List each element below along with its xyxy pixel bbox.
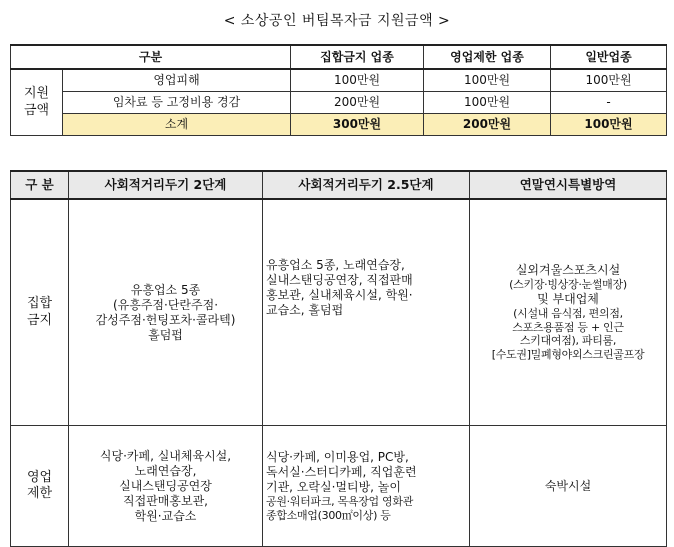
cell-line: 공원·워터파크, 목욕장업 영화관 <box>266 494 414 508</box>
table-row <box>11 92 667 114</box>
cell-line: 홍보관, 실내체육시설, 학원· <box>266 288 413 302</box>
header-business-restriction: 영업제한 업종 <box>424 45 551 69</box>
cell-value: 100만원 <box>424 69 551 92</box>
row-label: 영업 제한 <box>11 426 69 547</box>
cell-level-2-5 <box>263 426 470 547</box>
cell-line: 및 부대업체 <box>537 291 599 306</box>
row-label: 임차료 등 고정비용 경감 <box>63 92 291 114</box>
subtotal-row <box>11 114 667 136</box>
cell-level-2 <box>69 426 263 547</box>
cell-value: 200만원 <box>291 92 424 114</box>
header-gathering-ban: 집합금지 업종 <box>291 45 424 69</box>
cell-value: - <box>551 92 667 114</box>
cell-line: 실내스탠딩공연장 <box>119 478 212 493</box>
cell-line: (유흥주점·단란주점· <box>112 297 219 312</box>
table-row <box>11 426 667 547</box>
cell-value: 100만원 <box>424 92 551 114</box>
cell-line: 독서실·스터디카페, 직업훈련 <box>266 464 417 479</box>
cell-value: 200만원 <box>424 114 551 136</box>
cell-value: 300만원 <box>291 114 424 136</box>
cell-line: 실외겨울스포츠시설 <box>515 263 621 278</box>
cell-line: 직접판매홍보관, <box>123 493 208 508</box>
table-row <box>11 199 667 426</box>
cell-year-end-special <box>470 199 667 426</box>
row-label: 소계 <box>63 114 291 136</box>
header-row <box>11 171 667 199</box>
header-level-2: 사회적거리두기 2단계 <box>69 171 263 199</box>
cell-line: (스키장·빙상장·눈썰매장) <box>509 278 627 292</box>
header-level-2-5: 사회적거리두기 2.5단계 <box>263 171 470 199</box>
cell-line: 유흥업소 5종, 노래연습장, <box>266 258 405 272</box>
cell-line: 스포츠용품점 등 + 인근 <box>512 320 624 334</box>
cell-line: 숙박시설 <box>544 478 592 493</box>
cell-year-end-special <box>470 426 667 547</box>
header-category: 구 분 <box>11 171 69 199</box>
cell-line: 식당·카페, 이미용업, PC방, <box>266 449 409 464</box>
header-row <box>11 45 667 69</box>
cell-line: 교습소, 홀덤펍 <box>266 303 344 317</box>
cell-line: 홀덤펍 <box>148 327 183 342</box>
cell-level-2-5 <box>263 199 470 426</box>
cell-line: 유흥업소 5종 <box>130 282 201 297</box>
cell-line: 스키대여점), 파티룸, <box>519 334 617 348</box>
table-row <box>11 69 667 92</box>
cell-line: 실내스탠딩공연장, 직접판매 <box>266 273 413 287</box>
row-label: 영업피해 <box>63 69 291 92</box>
page-title: < 소상공인 버팀목자금 지원금액 > <box>223 13 451 29</box>
header-year-end-special: 연말연시특별방역 <box>470 171 667 199</box>
header-category: 구분 <box>11 45 291 69</box>
cell-line: 감성주점·헌팅포차·콜라텍) <box>95 312 236 327</box>
cell-value: 100만원 <box>291 69 424 92</box>
cell-line: 노래연습장, <box>134 463 197 478</box>
cell-line: [수도권]밀폐형야외스크린골프장 <box>491 348 645 362</box>
cell-value: 100만원 <box>551 114 667 136</box>
distancing-rules-table <box>10 170 667 547</box>
cell-value: 100만원 <box>551 69 667 92</box>
cell-level-2 <box>69 199 263 426</box>
cell-line: 종합소매업(300㎡이상) 등 <box>266 508 391 522</box>
cell-line: 학원·교습소 <box>134 508 197 523</box>
cell-line: 식당·카페, 실내체육시설, <box>99 448 232 463</box>
cell-line: 기관, 오락실·멀티방, 놀이 <box>266 479 401 494</box>
support-amount-table <box>10 44 667 136</box>
cell-line: (시설내 음식점, 편의점, <box>513 306 623 320</box>
row-label: 집합 금지 <box>11 199 69 426</box>
row-group-label: 지원 금액 <box>11 69 63 136</box>
header-general-business: 일반업종 <box>551 45 667 69</box>
